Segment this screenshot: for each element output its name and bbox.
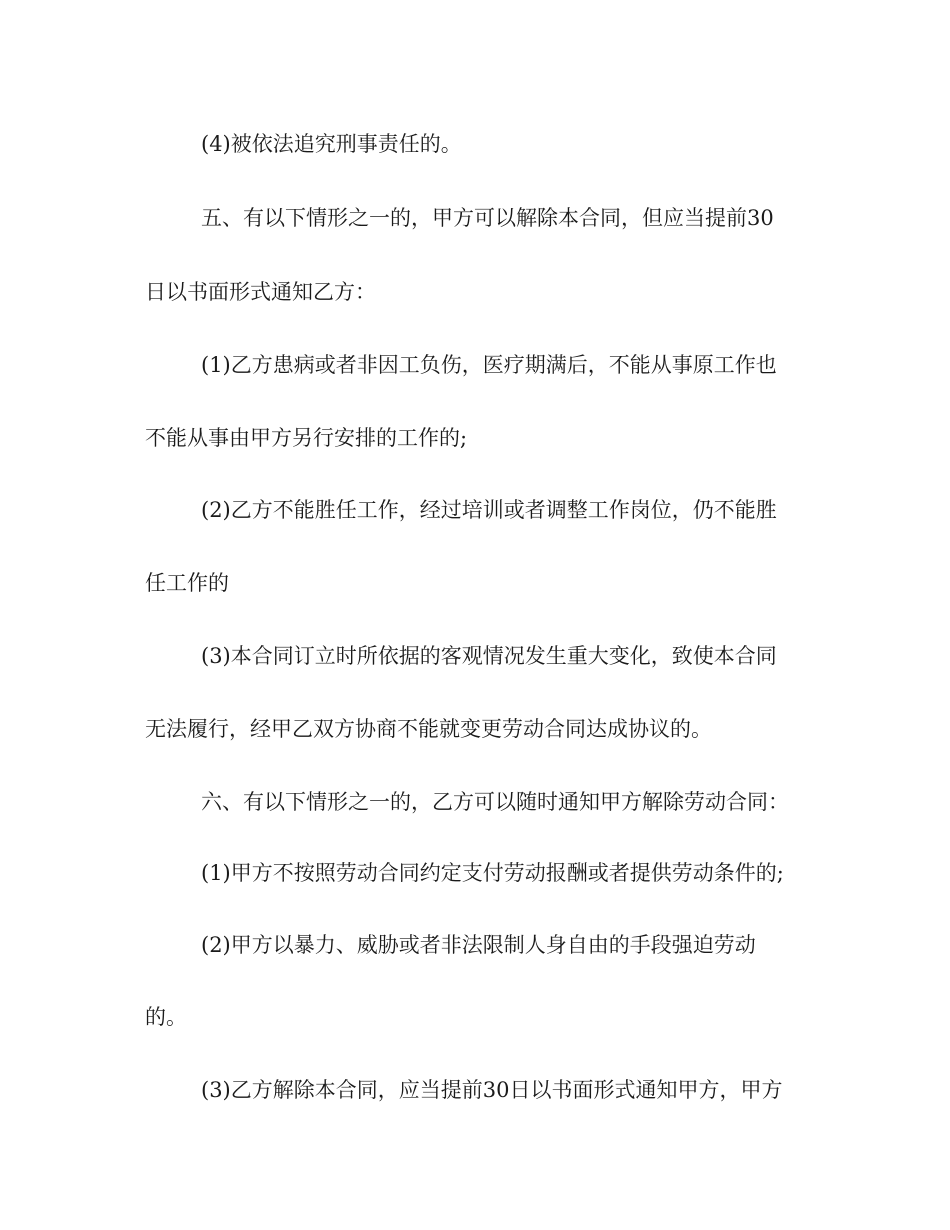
section-5-item-2-continued: 任工作的 (145, 571, 229, 595)
section-5-item-1: (1)乙方患病或者非因工负伤，医疗期满后，不能从事原工作也 (201, 353, 777, 377)
section-5-heading-continued: 日以书面形式通知乙方： (145, 280, 376, 304)
section-6-item-3: (3)乙方解除本合同，应当提前30日以书面形式通知甲方，甲方 (201, 1078, 783, 1102)
section-5-item-2: (2)乙方不能胜任工作，经过培训或者调整工作岗位，仍不能胜 (201, 498, 777, 522)
section-5-item-1-continued: 不能从事由甲方另行安排的工作的; (145, 426, 468, 450)
section-6-item-2-continued: 的。 (145, 1005, 187, 1029)
section-6-item-1: (1)甲方不按照劳动合同约定支付劳动报酬或者提供劳动条件的; (201, 861, 784, 885)
section-6-item-2: (2)甲方以暴力、威胁或者非法限制人身自由的手段强迫劳动 (201, 933, 756, 957)
clause-4-criminal-liability: (4)被依法追究刑事责任的。 (201, 132, 462, 156)
section-5-heading: 五、有以下情形之一的，甲方可以解除本合同，但应当提前30 (201, 206, 774, 230)
section-5-item-3: (3)本合同订立时所依据的客观情况发生重大变化，致使本合同 (201, 644, 777, 668)
section-6-heading: 六、有以下情形之一的，乙方可以随时通知甲方解除劳动合同： (201, 790, 789, 814)
section-5-item-3-continued: 无法履行，经甲乙双方协商不能就变更劳动合同达成协议的。 (145, 717, 712, 741)
